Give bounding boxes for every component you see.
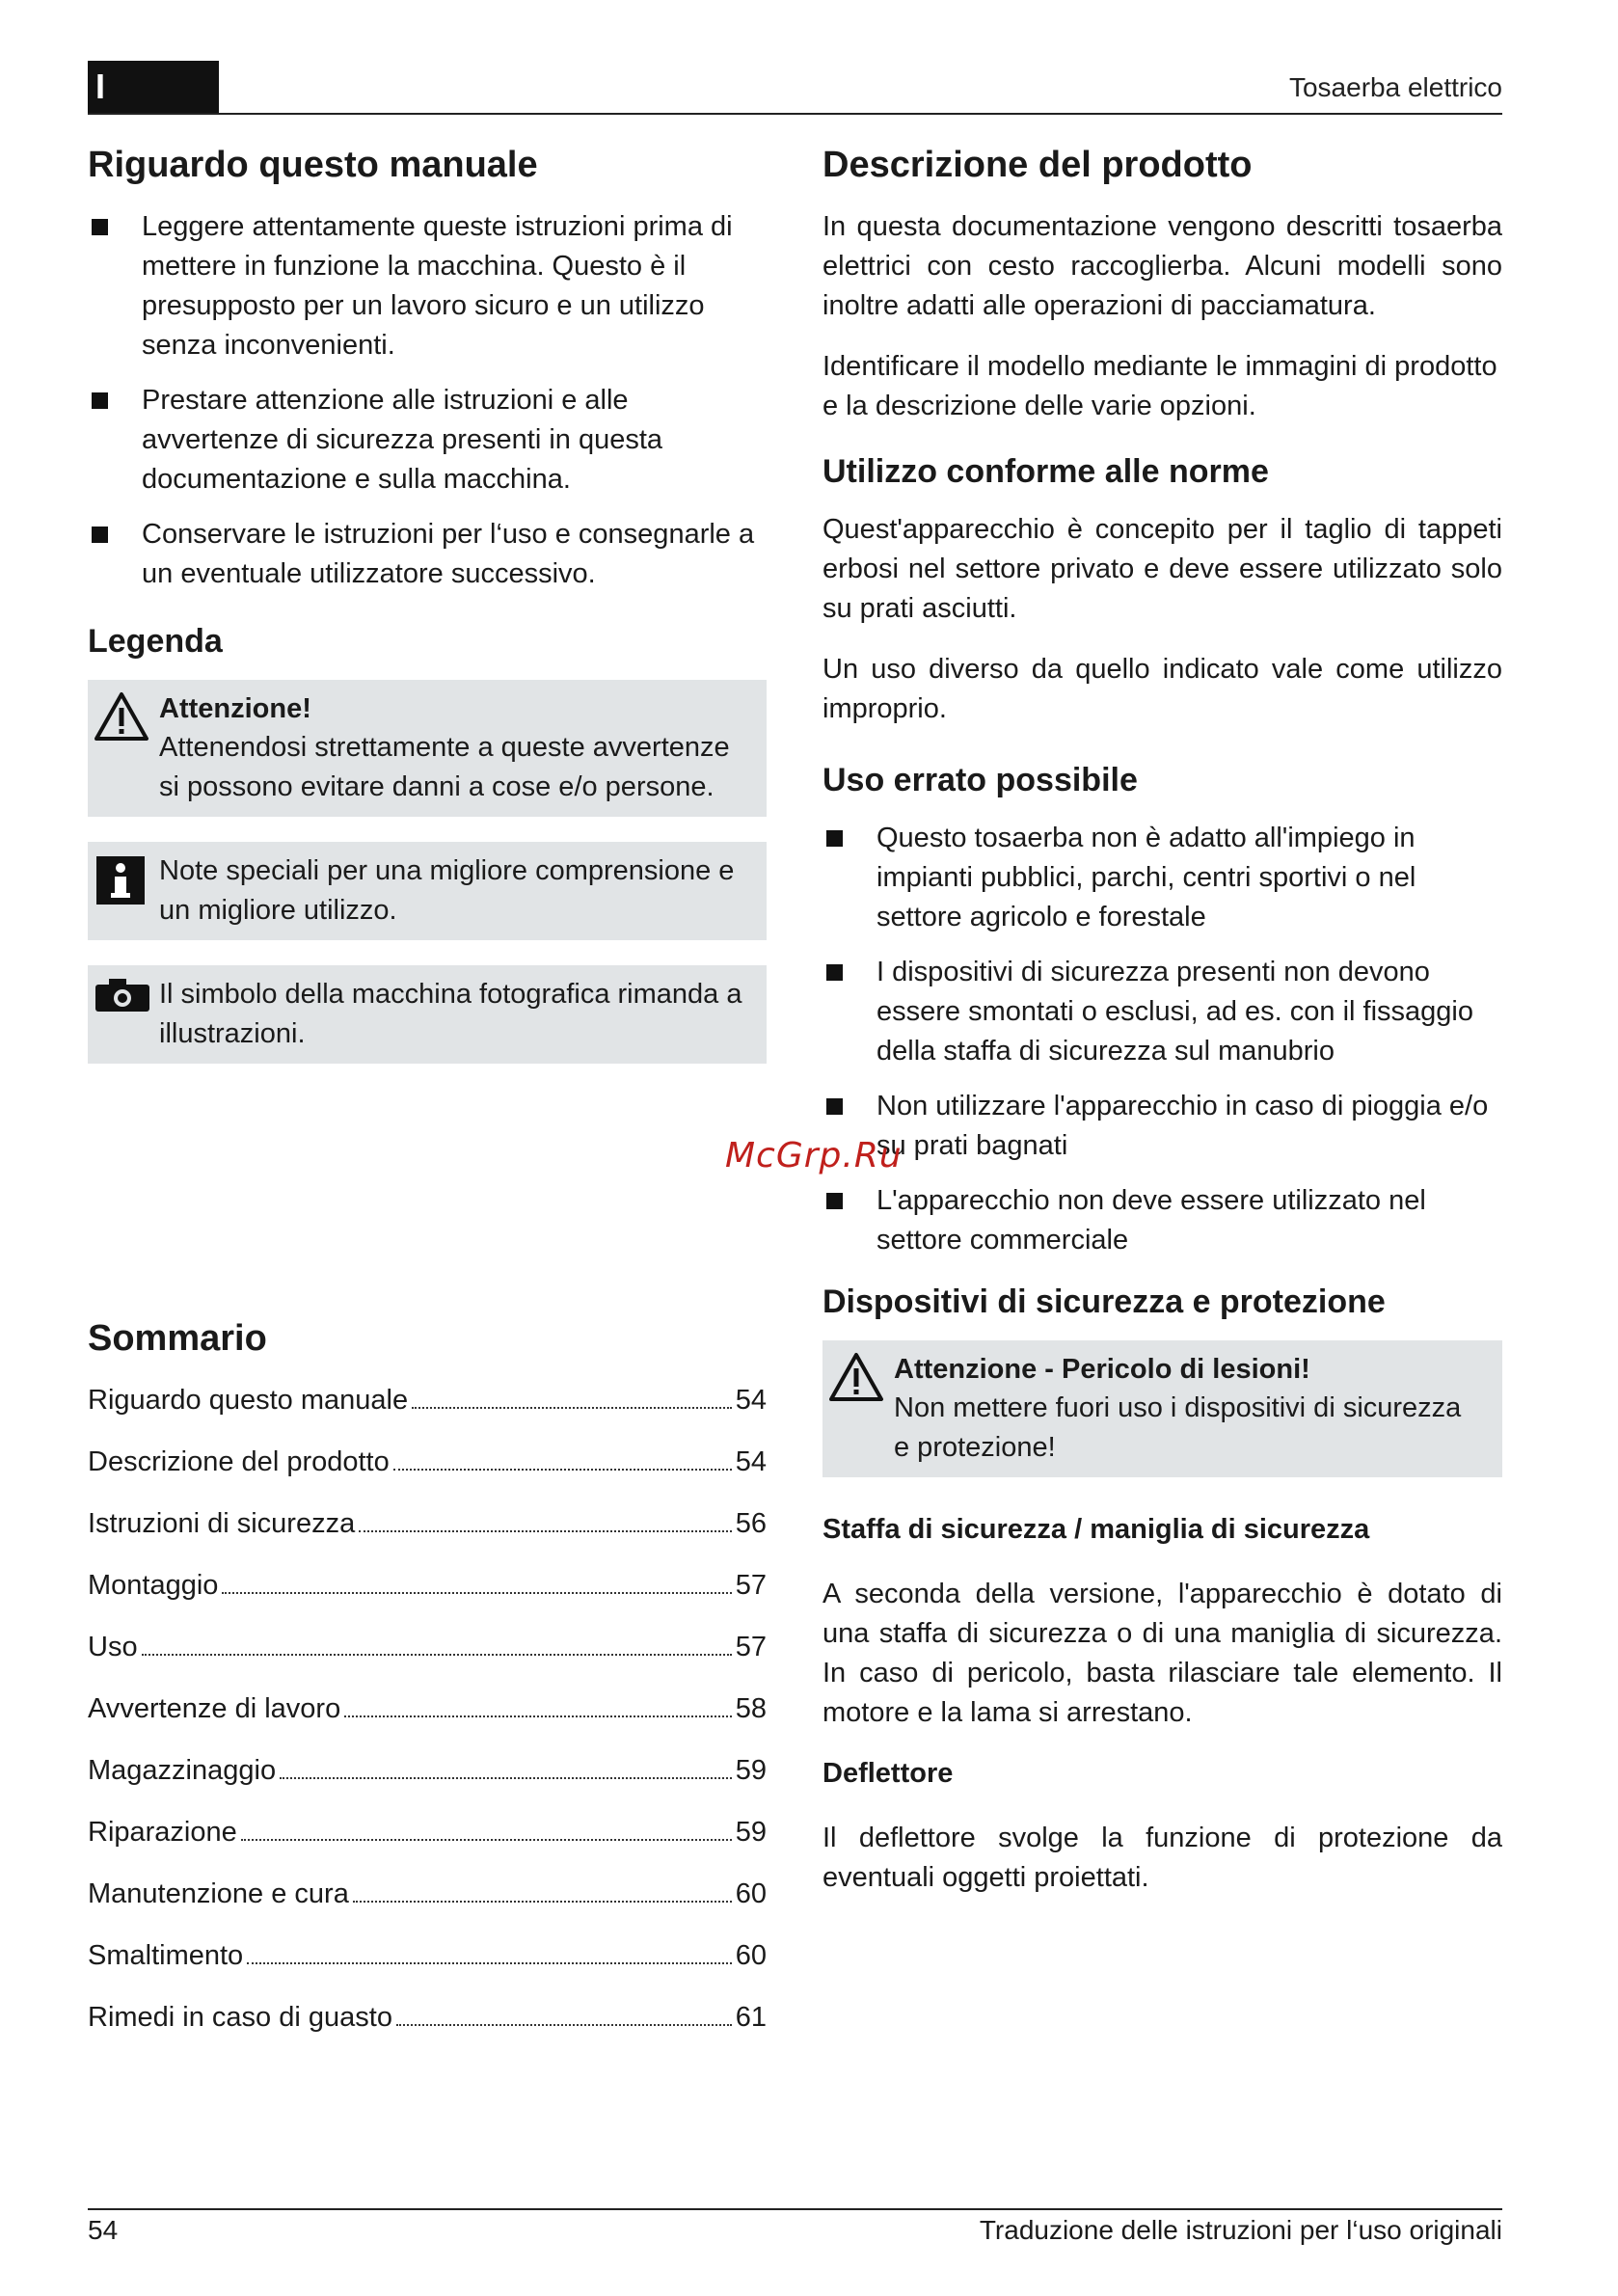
misuse-list xyxy=(822,819,1502,1260)
bullet-icon xyxy=(92,219,108,235)
document-title: Tosaerba elettrico xyxy=(1288,72,1502,102)
safety-bar-paragraph: A seconda della versione, l'apparecchio è dotato di una staffa di sicurezza o di una maniglia di sicurezza. In caso di pericolo, basta rilasciare tale elemento. Il motore e la lama si arrestano. xyxy=(822,1579,1502,1728)
language-tab xyxy=(88,61,219,114)
section-title-safety: Dispositivi di sicurezza e protezione xyxy=(822,1283,1386,1320)
usage-paragraph: Quest'apparecchio è concepito per il taglio di tappeti erbosi nel settore privato e deve essere utilizzato solo su prati asciutti. xyxy=(822,514,1502,624)
legend-info-text: Note speciali per una migliore comprensione e un migliore utilizzo. xyxy=(159,855,735,926)
section-title-legend: Legenda xyxy=(88,623,223,660)
list-item: L'apparecchio non deve essere utilizzato nel settore commerciale xyxy=(822,1181,1502,1260)
toc-entry[interactable]: Magazzinaggio 59 xyxy=(88,1755,767,1786)
section-title-usage: Utilizzo conforme alle norme xyxy=(822,453,1269,490)
footer-text: Traduzione delle istruzioni per l‘uso originali xyxy=(979,2215,1502,2245)
page-number: 54 xyxy=(88,2215,119,2245)
safety-warning-title: Attenzione - Pericolo di lesioni! xyxy=(894,1354,1310,1385)
manual-list xyxy=(88,207,767,594)
safety-warning-text: Non mettere fuori uso i dispositivi di sicurezza e protezione! xyxy=(894,1392,1462,1463)
footer-divider xyxy=(88,2208,1502,2210)
toc-entry[interactable]: Avvertenze di lavoro 58 xyxy=(88,1693,767,1724)
language-code: I xyxy=(95,67,106,106)
bullet-icon xyxy=(826,964,843,981)
product-paragraph: In questa documentazione vengono descritti tosaerba elettrici con cesto raccoglierba. Alcuni modelli sono inoltre adatti alle operazioni di pacciamatura. xyxy=(822,211,1502,321)
deflector-paragraph: Il deflettore svolge la funzione di protezione da eventuali oggetti proiettati. xyxy=(822,1823,1502,1893)
toc-entry[interactable]: Riparazione 59 xyxy=(88,1817,767,1848)
bullet-icon xyxy=(826,830,843,847)
legend-info-box xyxy=(88,842,767,940)
list-item: I dispositivi di sicurezza presenti non devono essere smontati o esclusi, ad es. con il fissaggio della staffa di sicurezza sul manubrio xyxy=(822,953,1502,1071)
toc-entry[interactable]: Rimedi in caso di guasto 61 xyxy=(88,2002,767,2033)
header-divider xyxy=(88,113,1502,115)
bullet-icon xyxy=(92,392,108,409)
subsection-title-safety-bar: Staffa di sicurezza / maniglia di sicurezza xyxy=(822,1514,1370,1545)
left-column xyxy=(88,145,767,2060)
legend-warning-box xyxy=(88,680,767,817)
usage-paragraph: Un uso diverso da quello indicato vale come utilizzo improprio. xyxy=(822,654,1502,724)
section-title-toc: Sommario xyxy=(88,1318,267,1359)
section-title-manual: Riguardo questo manuale xyxy=(88,145,538,185)
bullet-icon xyxy=(826,1098,843,1115)
warning-triangle-icon xyxy=(828,1352,884,1407)
safety-warning-box xyxy=(822,1340,1502,1477)
info-icon xyxy=(94,853,148,912)
legend-warning-title: Attenzione! xyxy=(159,693,311,724)
table-of-contents xyxy=(88,1381,767,2038)
product-paragraph: Identificare il modello mediante le immagini di prodotto e la descrizione delle varie opzioni. xyxy=(822,351,1497,421)
section-title-misuse: Uso errato possibile xyxy=(822,762,1138,798)
subsection-title-deflector: Deflettore xyxy=(822,1758,954,1789)
legend-camera-text: Il simbolo della macchina fotografica rimanda a illustrazioni. xyxy=(159,979,742,1049)
camera-icon xyxy=(94,977,151,1018)
legend-warning-text: Attenendosi strettamente a queste avvertenze si possono evitare danni a cose e/o persone. xyxy=(159,732,730,802)
toc-entry[interactable]: Descrizione del prodotto 54 xyxy=(88,1446,767,1477)
list-item: Questo tosaerba non è adatto all'impiego in impianti pubblici, parchi, centri sportivi o nel settore agricolo e forestale xyxy=(822,819,1502,937)
toc-entry[interactable]: Manutenzione e cura 60 xyxy=(88,1878,767,1909)
warning-triangle-icon xyxy=(94,691,149,746)
list-item: Prestare attenzione alle istruzioni e alle avvertenze di sicurezza presenti in questa documentazione e sulla macchina. xyxy=(88,381,767,500)
toc-entry[interactable]: Montaggio 57 xyxy=(88,1570,767,1601)
toc-entry[interactable]: Smaltimento 60 xyxy=(88,1940,767,1971)
section-title-product: Descrizione del prodotto xyxy=(822,145,1253,185)
right-column xyxy=(822,145,1502,1919)
toc-entry[interactable]: Riguardo questo manuale 54 xyxy=(88,1385,767,1416)
watermark-text: McGrp.Ru xyxy=(725,1136,903,1175)
bullet-icon xyxy=(826,1193,843,1209)
legend-camera-box xyxy=(88,965,767,1064)
toc-entry[interactable]: Uso 57 xyxy=(88,1632,767,1662)
list-item: Leggere attentamente queste istruzioni prima di mettere in funzione la macchina. Questo è il presupposto per un lavoro sicuro e un utilizzo senza inconvenienti. xyxy=(88,207,767,365)
toc-entry[interactable]: Istruzioni di sicurezza 56 xyxy=(88,1508,767,1539)
list-item: Conservare le istruzioni per l‘uso e consegnarle a un eventuale utilizzatore successivo. xyxy=(88,515,767,594)
bullet-icon xyxy=(92,527,108,543)
list-item: Non utilizzare l'apparecchio in caso di pioggia e/o su prati bagnati xyxy=(822,1087,1502,1166)
